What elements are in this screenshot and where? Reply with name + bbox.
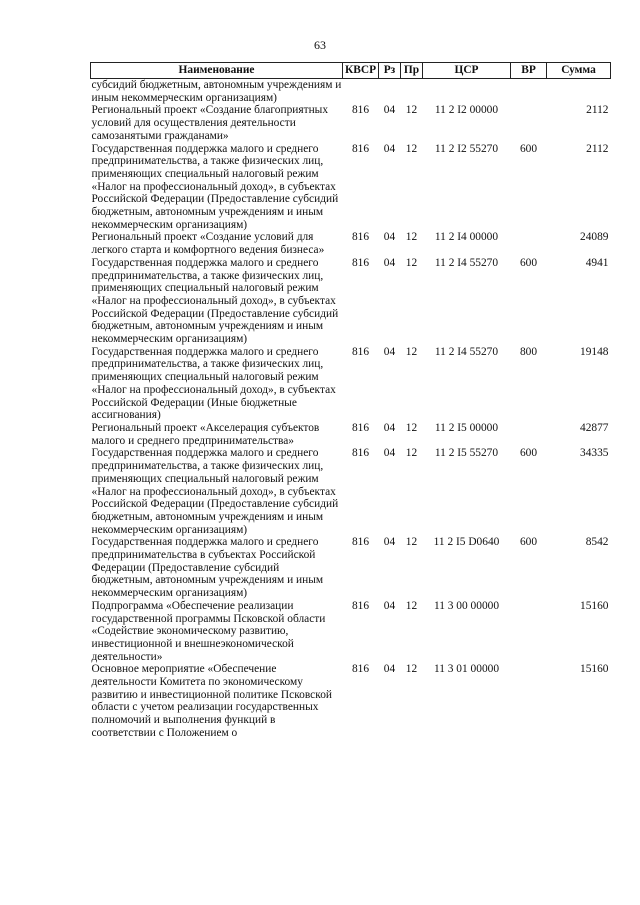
cell-sum: 15160 [580, 599, 609, 612]
cell-kvsr: 816 [351, 345, 370, 358]
cell-csr: 11 2 I2 55270 [434, 142, 499, 155]
cell-kvsr: 816 [351, 104, 370, 117]
cell-kvsr: 816 [351, 447, 370, 460]
cell-pr: 12 [405, 104, 418, 117]
cell-rz: 04 [383, 256, 396, 269]
cell-name: Региональный проект «Создание условий для легкого старта и комфортного ведения бизнеса» [91, 231, 325, 257]
cell-name: Основное мероприятие «Обеспечение деятельности Комитета по экономическому развитию и инвестиционной политике Псковской области с учетом реализации государственных полномочий и выполнения функций в соответствии с Положением о [91, 663, 332, 739]
table-row [91, 422, 611, 447]
cell-vr: 600 [519, 256, 538, 269]
table-row [91, 257, 611, 346]
cell-csr: 11 2 I4 55270 [434, 345, 499, 358]
cell-kvsr: 816 [351, 256, 370, 269]
cell-csr: 11 3 01 00000 [433, 663, 500, 676]
cell-name: Региональный проект «Акселерация субъектов малого и среднего предпринимательства» [91, 421, 320, 447]
cell-rz [379, 79, 401, 105]
cell-name: Региональный проект «Создание благоприятных условий для осуществления деятельности самозанятыми гражданами» [91, 104, 329, 142]
cell-vr [511, 600, 547, 664]
cell-csr: 11 2 I5 D0640 [433, 536, 500, 549]
cell-name: Государственная поддержка малого и среднего предпринимательства, а также физических лиц, применяющих специальный налоговый режим «Налог на профессиональный доход», в субъектах Российской Федерации (Предоставление субсидий бюджетным, автономным учреждениям и иным некоммерческим организациям) [91, 256, 339, 346]
cell-rz: 04 [383, 421, 396, 434]
budget-table-container [90, 62, 610, 740]
cell-vr [511, 79, 547, 105]
table-row [91, 447, 611, 536]
cell-rz: 04 [383, 663, 396, 676]
header-csr: ЦСР [423, 63, 511, 79]
header-pr: Пр [401, 63, 423, 79]
cell-pr: 12 [405, 447, 418, 460]
cell-kvsr: 816 [351, 663, 370, 676]
table-body [91, 79, 611, 740]
cell-pr: 12 [405, 345, 418, 358]
table-row [91, 104, 611, 142]
table-row [91, 346, 611, 422]
cell-csr [423, 79, 511, 105]
cell-name: Государственная поддержка малого и среднего предпринимательства, а также физических лиц, применяющих специальный налоговый режим «Налог на профессиональный доход», в субъектах Российской Федерации (Предоставление субсидий бюджетным, автономным учреждениям и иным некоммерческим организациям) [91, 142, 339, 231]
cell-rz: 04 [383, 142, 396, 155]
cell-rz: 04 [383, 447, 396, 460]
cell-csr: 11 2 I5 00000 [434, 421, 499, 434]
cell-pr: 12 [405, 599, 418, 612]
cell-csr: 11 3 00 00000 [433, 599, 500, 612]
cell-rz: 04 [383, 104, 396, 117]
cell-rz: 04 [383, 536, 396, 549]
cell-rz: 04 [383, 345, 396, 358]
page-number: 63 [314, 38, 326, 52]
cell-rz: 04 [383, 599, 396, 612]
table-header-row [91, 63, 611, 79]
cell-name: Подпрограмма «Обеспечение реализации государственной программы Псковской области «Содействие экономическому развитию, инвестиционной и внешнеэкономической деятельности» [91, 599, 326, 663]
cell-name: Государственная поддержка малого и среднего предпринимательства в субъектах Российской Федерации (Предоставление субсидий бюджетным, автономным учреждениям и иным некоммерческим организациям) [91, 536, 324, 600]
cell-pr: 12 [405, 536, 418, 549]
cell-sum: 15160 [580, 663, 609, 676]
cell-sum: 24089 [580, 231, 609, 244]
cell-sum: 8542 [585, 536, 609, 549]
cell-csr: 11 2 I4 00000 [434, 231, 499, 244]
cell-vr: 600 [519, 142, 538, 155]
cell-rz: 04 [383, 231, 396, 244]
cell-kvsr: 816 [351, 231, 370, 244]
cell-pr: 12 [405, 256, 418, 269]
cell-name: Государственная поддержка малого и среднего предпринимательства, а также физических лиц, применяющих специальный налоговый режим «Налог на профессиональный доход», в субъектах Российской Федерации (Иные бюджетные ассигнования) [91, 345, 336, 422]
cell-kvsr: 816 [351, 536, 370, 549]
header-vr: ВР [511, 63, 547, 79]
cell-sum: 19148 [580, 345, 609, 358]
budget-table [90, 62, 611, 740]
table-row [91, 143, 611, 232]
table-row [91, 536, 611, 600]
cell-vr [511, 104, 547, 142]
cell-sum [547, 79, 611, 105]
cell-vr: 600 [519, 536, 538, 549]
cell-csr: 11 2 I5 55270 [434, 447, 499, 460]
cell-name: Государственная поддержка малого и среднего предпринимательства, а также физических лиц, применяющих специальный налоговый режим «Налог на профессиональный доход», в субъектах Российской Федерации (Предоставление субсидий бюджетным, автономным учреждениям и иным некоммерческим организациям) [91, 447, 339, 536]
cell-vr: 800 [519, 345, 538, 358]
cell-sum: 2112 [586, 104, 609, 117]
cell-pr [401, 79, 423, 105]
table-row [91, 79, 611, 105]
cell-vr: 600 [519, 447, 538, 460]
cell-vr [511, 422, 547, 447]
cell-sum: 4941 [585, 256, 609, 269]
header-name: Наименование [91, 63, 343, 79]
cell-kvsr: 816 [351, 599, 370, 612]
cell-vr [511, 663, 547, 739]
table-row [91, 600, 611, 664]
table-row [91, 231, 611, 256]
cell-csr: 11 2 I2 00000 [434, 104, 499, 117]
cell-kvsr [343, 79, 379, 105]
cell-kvsr: 816 [351, 421, 370, 434]
cell-pr: 12 [405, 663, 418, 676]
table-row [91, 663, 611, 739]
header-kvsr: КВСР [343, 63, 379, 79]
cell-name: субсидий бюджетным, автономным учреждениям и иным некоммерческим организациям) [91, 79, 342, 104]
cell-pr: 12 [405, 142, 418, 155]
cell-kvsr: 816 [351, 142, 370, 155]
cell-csr: 11 2 I4 55270 [434, 256, 499, 269]
cell-sum: 42877 [580, 421, 609, 434]
cell-pr: 12 [405, 421, 418, 434]
cell-sum: 2112 [586, 142, 609, 155]
cell-sum: 34335 [580, 447, 609, 460]
cell-pr: 12 [405, 231, 418, 244]
cell-vr [511, 231, 547, 256]
header-sum: Сумма [547, 63, 611, 79]
header-rz: Рз [379, 63, 401, 79]
